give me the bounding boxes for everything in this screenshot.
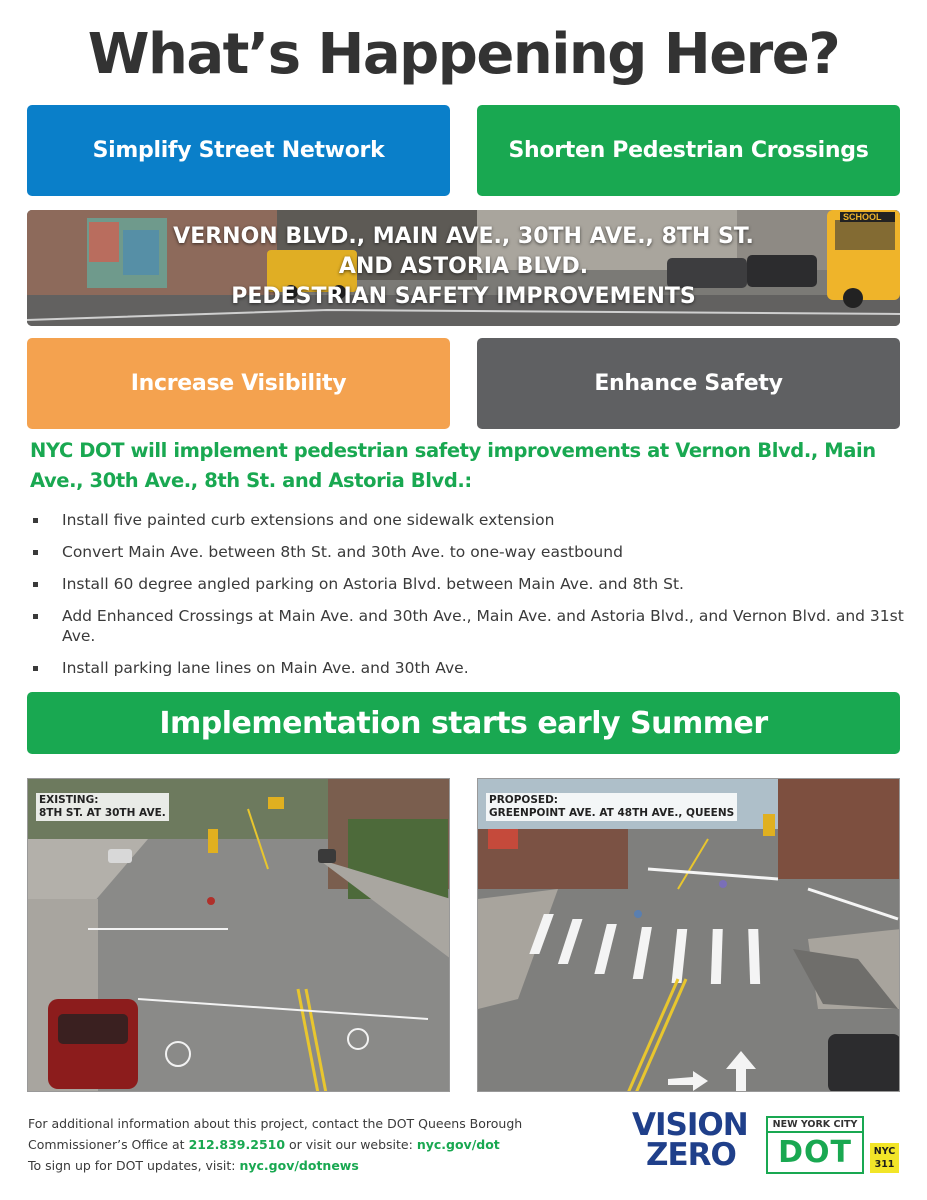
vision-zero-logo xyxy=(632,1107,760,1176)
proposed-label-line-1: PROPOSED: xyxy=(489,794,558,806)
project-banner xyxy=(27,210,900,326)
dotnews-link[interactable]: nyc.gov/dotnews xyxy=(239,1158,359,1173)
vision-zero-word-2: ZERO xyxy=(646,1137,736,1173)
tile-shorten-pedestrian-crossings: Shorten Pedestrian Crossings xyxy=(477,105,900,196)
proposed-photo-label xyxy=(486,793,737,821)
list-item-text: Convert Main Ave. between 8th St. and 30th Ave. to one-way eastbound xyxy=(62,543,623,561)
vision-zero-word-1: VISION xyxy=(632,1107,748,1143)
dot-logo-wordmark: DOT xyxy=(778,1135,852,1170)
list-item-text: Install five painted curb extensions and one sidewalk extension xyxy=(62,511,555,529)
footer-line-1: For additional information about this project, contact the DOT Queens Borough xyxy=(28,1116,523,1131)
intro-heading: NYC DOT will implement pedestrian safety improvements at Vernon Blvd., Main Ave., 30th Ave., 8th St. and Astoria Blvd.: xyxy=(30,439,876,492)
bullet-square-icon xyxy=(33,582,38,587)
footer-text: or visit our website: xyxy=(285,1137,417,1152)
dot-logo-header: NEW YORK CITY xyxy=(768,1118,862,1133)
bullet-square-icon xyxy=(33,550,38,555)
tile-enhance-safety: Enhance Safety xyxy=(477,338,900,429)
footer-line-3 xyxy=(28,1155,588,1176)
implementation-banner: Implementation starts early Summer xyxy=(27,692,900,754)
proposed-label-line-2: GREENPOINT AVE. AT 48TH AVE., QUEENS xyxy=(489,807,735,819)
tile-simplify-street-network: Simplify Street Network xyxy=(27,105,450,196)
nyc-dot-logo xyxy=(766,1116,864,1174)
banner-line-1: VERNON BLVD., MAIN AVE., 30TH AVE., 8TH ST. xyxy=(173,224,754,249)
list-item xyxy=(30,510,910,530)
footer-line-2 xyxy=(28,1134,588,1155)
list-item-text: Install 60 degree angled parking on Astoria Blvd. between Main Ave. and 8th St. xyxy=(62,575,684,593)
phone-number: 212.839.2510 xyxy=(188,1137,286,1152)
bullet-square-icon xyxy=(33,518,38,523)
existing-street-illustration xyxy=(28,779,450,1092)
contact-footer xyxy=(28,1113,588,1176)
nyc311-line-2: 311 xyxy=(874,1159,895,1170)
improvements-list xyxy=(30,510,910,690)
list-item xyxy=(30,658,910,678)
list-item-text: Add Enhanced Crossings at Main Ave. and 30th Ave., Main Ave. and Astoria Blvd., and Vernon Blvd. and 31st Ave. xyxy=(62,607,904,645)
existing-photo-label xyxy=(36,793,169,821)
list-item xyxy=(30,542,910,562)
bullet-square-icon xyxy=(33,666,38,671)
footer-text: To sign up for DOT updates, visit: xyxy=(28,1158,240,1173)
banner-line-3: PEDESTRIAN SAFETY IMPROVEMENTS xyxy=(231,284,696,309)
page-title: What’s Happening Here? xyxy=(87,22,840,87)
list-item xyxy=(30,574,910,594)
proposed-street-illustration xyxy=(478,779,900,1092)
footer-text: Commissioner’s Office at xyxy=(28,1137,189,1152)
nyc-311-logo xyxy=(870,1143,899,1173)
nyc311-line-1: NYC xyxy=(873,1146,896,1157)
existing-label-line-2: 8TH ST. AT 30TH AVE. xyxy=(39,807,166,819)
website-link[interactable]: nyc.gov/dot xyxy=(416,1137,500,1152)
bullet-square-icon xyxy=(33,614,38,619)
bus-sign-text: SCHOOL xyxy=(843,212,882,222)
list-item xyxy=(30,606,910,646)
tile-increase-visibility: Increase Visibility xyxy=(27,338,450,429)
proposed-intersection-photo xyxy=(477,778,900,1092)
banner-title xyxy=(27,222,900,312)
existing-intersection-photo xyxy=(27,778,450,1092)
existing-label-line-1: EXISTING: xyxy=(39,794,99,806)
list-item-text: Install parking lane lines on Main Ave. and 30th Ave. xyxy=(62,659,469,677)
banner-line-2: AND ASTORIA BLVD. xyxy=(338,254,589,279)
